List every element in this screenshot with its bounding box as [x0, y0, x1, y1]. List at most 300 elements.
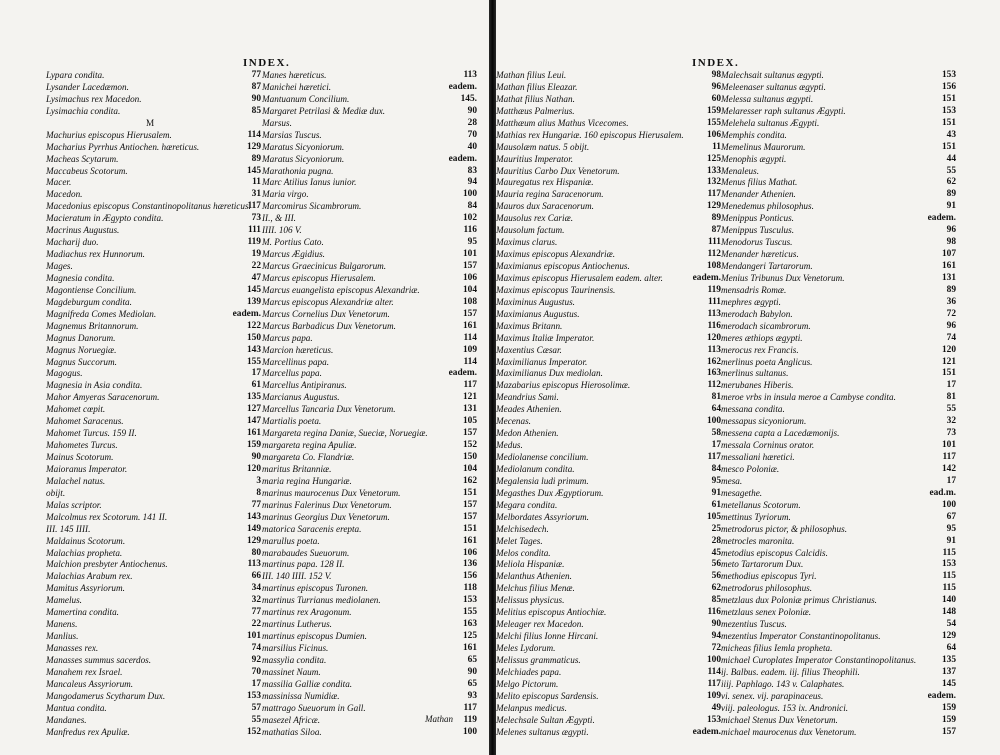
entry-text: Marcus euangelista episcopus Alexandriæ. [262, 284, 420, 295]
entry-page-number: 65 [467, 654, 477, 665]
index-entry [46, 452, 261, 464]
index-entry [721, 249, 956, 261]
index-entry [496, 166, 721, 178]
entry-page-number: 67 [946, 511, 956, 522]
entry-text: Mamelus. [46, 595, 82, 606]
entry-page-number: 85 [711, 595, 721, 606]
entry-page-number: 120 [706, 332, 721, 343]
index-entry [46, 643, 261, 655]
entry-page-number: 90 [467, 666, 477, 677]
index-entry [46, 583, 261, 595]
entry-page-number: 90 [467, 105, 477, 116]
right-page [496, 0, 1000, 755]
entry-page-number: 153 [941, 105, 956, 116]
index-entry [46, 225, 261, 237]
entry-text: Maximianus Augustus. [496, 308, 580, 319]
index-entry [721, 631, 956, 643]
entry-text: II., & III. [262, 213, 296, 224]
index-entry [46, 619, 261, 631]
entry-text: Macedon. [46, 189, 83, 200]
entry-page-number: 105 [706, 511, 721, 522]
index-entry [496, 142, 721, 154]
entry-page-number: 106 [462, 547, 477, 558]
index-entry [721, 488, 956, 500]
entry-text: Manasses summus sacerdos. [46, 654, 152, 665]
entry-page-number: 106 [706, 129, 721, 140]
entry-text: Marsus. [262, 117, 292, 128]
index-entry [496, 285, 721, 297]
entry-text: Macieratum in Ægypto condita. [46, 213, 164, 224]
entry-page-number: 91 [946, 201, 956, 212]
index-entry [262, 440, 477, 452]
index-entry [46, 273, 261, 285]
entry-text: Memphis condita. [721, 129, 787, 140]
entry-text: Lysimachus rex Macedon. [46, 93, 142, 104]
index-entry [262, 571, 477, 583]
index-entry [46, 727, 261, 739]
entry-text: Manahem rex Israel. [46, 666, 123, 677]
index-entry [496, 404, 721, 416]
entry-page-number: 151 [941, 93, 956, 104]
entry-page-number: 91 [711, 487, 721, 498]
index-entry [262, 189, 477, 201]
index-entry [46, 404, 261, 416]
entry-page-number: 102 [462, 213, 477, 224]
entry-page-number: 85 [251, 105, 261, 116]
index-entry [496, 249, 721, 261]
entry-page-number: 108 [706, 261, 721, 271]
entry-text: Maximus clarus. [496, 237, 558, 248]
index-entry [721, 452, 956, 464]
entry-text: martinus episcopus Turonen. [262, 583, 369, 594]
entry-text: Mauritius Imperator. [496, 153, 574, 164]
entry-page-number: 62 [946, 177, 956, 188]
entry-page-number: 155 [246, 356, 261, 367]
entry-page-number: 89 [946, 284, 956, 295]
entry-page-number: eadem. [692, 726, 721, 737]
index-entry [46, 631, 261, 643]
entry-text: metodius episcopus Calcidis. [721, 547, 828, 558]
entry-page-number: 81 [711, 392, 721, 403]
entry-text: Melchisedech. [496, 523, 549, 534]
entry-text: Mahomet Turcus. 159 II. [46, 428, 137, 439]
entry-page-number: 135 [246, 392, 261, 403]
index-entry [496, 106, 721, 118]
index-entry [46, 488, 261, 500]
index-column-1 [46, 70, 261, 739]
entry-text: Macharius Pyrrhus Antiochen. hæreticus. [46, 141, 200, 152]
entry-text: Magdeburgum condita. [46, 296, 132, 307]
index-entry [721, 333, 956, 345]
entry-text: Magnesia in Asia condita. [46, 380, 143, 391]
entry-page-number: 150 [462, 452, 477, 462]
index-entry [721, 607, 956, 619]
entry-text: Margaret Petrilasi & Mediæ dux. [262, 105, 386, 116]
entry-page-number: eadem. [927, 213, 956, 224]
index-entry [262, 583, 477, 595]
entry-page-number: 17 [251, 368, 261, 379]
entry-text: Mausolus rex Cariæ. [496, 213, 573, 224]
entry-text: maritus Britanniæ. [262, 463, 332, 474]
index-entry [496, 273, 721, 285]
entry-text: marinus Falerinus Dux Venetorum. [262, 499, 392, 510]
entry-text: mathatias Siloa. [262, 726, 322, 737]
entry-page-number: 17 [946, 380, 956, 391]
entry-page-number: 104 [462, 284, 477, 295]
entry-text: Menus filius Mathat. [721, 177, 798, 188]
entry-text: Mauria regina Saracenorum. [496, 189, 604, 200]
index-entry [262, 464, 477, 476]
index-entry [46, 380, 261, 392]
entry-text: Memelinus Maurorum. [721, 141, 806, 152]
index-entry [496, 333, 721, 345]
entry-page-number: 149 [246, 523, 261, 534]
index-entry [46, 249, 261, 261]
entry-text: Maximus Italiæ Imperator. [496, 332, 595, 343]
entry-page-number: 84 [711, 463, 721, 474]
entry-text: III. 140 IIII. 152 V. [262, 571, 332, 582]
entry-text: merodach sicambrorum. [721, 320, 811, 331]
entry-page-number: 74 [946, 332, 956, 343]
index-entry [262, 548, 477, 560]
index-entry [496, 416, 721, 428]
entry-text: Meleenaser sultanus ægypti. [721, 81, 826, 92]
entry-text: Malachel natus. [46, 475, 106, 486]
entry-text: michael Stenus Dux Venetorum. [721, 714, 838, 725]
index-entry [721, 595, 956, 607]
entry-page-number: 66 [251, 571, 261, 582]
index-entry [262, 285, 477, 297]
entry-page-number: 153 [941, 70, 956, 80]
entry-text: Maccabeus Scotorum. [46, 165, 128, 176]
entry-text: iiij. Paphlago. 143 v. Calaphates. [721, 678, 845, 689]
entry-page-number: 117 [707, 678, 721, 689]
index-entry [721, 380, 956, 392]
index-entry [721, 345, 956, 357]
entry-text: Marathonia pugna. [262, 165, 334, 176]
entry-text: meroe vrbs in insula meroe a Cambyse condita. [721, 392, 896, 403]
index-entry [721, 166, 956, 178]
entry-text: Melos condita. [496, 547, 551, 558]
index-entry [496, 225, 721, 237]
index-entry [721, 500, 956, 512]
index-entry [262, 452, 477, 464]
entry-text: Marcus papa. [262, 332, 313, 343]
index-entry [262, 524, 477, 536]
entry-page-number: 155 [462, 607, 477, 618]
entry-text: martinus rex Aragonum. [262, 607, 352, 618]
entry-page-number: 153 [462, 595, 477, 606]
catchword: Mathan [425, 714, 453, 724]
entry-page-number: 101 [462, 249, 477, 260]
index-entry [46, 392, 261, 404]
index-entry [721, 619, 956, 631]
entry-text: Magogus. [46, 368, 83, 379]
entry-text: marinus maurocenus Dux Venetorum. [262, 487, 401, 498]
index-entry [46, 154, 261, 166]
entry-text: merubanes Hiberis. [721, 380, 794, 391]
entry-page-number: 156 [462, 571, 477, 582]
entry-text: Maximianus episcopus Antiochenus. [496, 261, 630, 271]
entry-page-number: 115 [942, 583, 956, 594]
entry-page-number: 119 [707, 284, 721, 295]
entry-page-number: 101 [941, 440, 956, 451]
entry-page-number: 98 [946, 237, 956, 248]
entry-text: massinissa Numidiæ. [262, 690, 340, 701]
index-entry [262, 166, 477, 178]
entry-page-number: 118 [463, 583, 477, 594]
entry-page-number: 117 [463, 380, 477, 391]
entry-text: Meandrius Sami. [496, 392, 559, 403]
entry-page-number: 84 [467, 201, 477, 212]
index-entry [721, 715, 956, 727]
index-entry [496, 559, 721, 571]
index-entry [46, 130, 261, 142]
entry-text: Marcus Barbadicus Dux Venetorum. [262, 320, 396, 331]
index-entry [721, 571, 956, 583]
entry-page-number: 93 [467, 690, 477, 701]
entry-page-number: 70 [467, 129, 477, 140]
entry-text: Mandanes. [46, 714, 87, 725]
entry-page-number: 60 [711, 93, 721, 104]
entry-text: Mathan filius Leui. [496, 70, 567, 80]
entry-page-number: 107 [941, 249, 956, 260]
page-header: INDEX. [692, 57, 740, 69]
entry-text: meres æthiops ægypti. [721, 332, 803, 343]
entry-text: Mamitus Assyriorum. [46, 583, 125, 594]
entry-page-number: 77 [251, 70, 261, 80]
entry-text: Melessa sultanus ægypti. [721, 93, 814, 104]
entry-text: Maximilianus Imperator. [496, 356, 588, 367]
left-page [0, 0, 489, 755]
entry-text: mettinus Tyriorum. [721, 511, 791, 522]
entry-page-number: 148 [941, 607, 956, 618]
entry-page-number: 119 [247, 237, 261, 248]
entry-page-number: 104 [462, 463, 477, 474]
entry-page-number: 120 [941, 344, 956, 355]
index-entry [46, 440, 261, 452]
entry-text: Marcellus Tancaria Dux Venetorum. [262, 404, 396, 415]
entry-page-number: 83 [467, 165, 477, 176]
entry-page-number: 116 [463, 225, 477, 236]
entry-page-number: 129 [246, 535, 261, 546]
index-entry [262, 476, 477, 488]
index-entry [496, 643, 721, 655]
index-entry [46, 213, 261, 225]
index-entry [721, 106, 956, 118]
index-entry [721, 273, 956, 285]
entry-page-number: 96 [711, 81, 721, 92]
entry-text: marsilius Ficinus. [262, 643, 329, 653]
entry-text: Menippus Tusculus. [721, 225, 794, 236]
entry-text: Maldainus Scotorum. [46, 535, 126, 546]
entry-text: maria regina Hungariæ. [262, 475, 352, 486]
entry-text: merlinus poeta Anglicus. [721, 356, 813, 367]
index-entry [721, 428, 956, 440]
entry-text: viij. paleologus. 153 ix. Andronici. [721, 702, 849, 713]
entry-page-number: 19 [251, 249, 261, 260]
index-entry [46, 106, 261, 118]
entry-page-number: 95 [467, 237, 477, 248]
entry-page-number: 101 [246, 631, 261, 642]
index-entry [46, 416, 261, 428]
entry-page-number: 159 [706, 105, 721, 116]
entry-text: Macedonius episcopus Constantinopolitanus hæreticus. [46, 201, 251, 212]
index-entry [496, 237, 721, 249]
entry-page-number: 150 [246, 332, 261, 343]
entry-page-number: eadem. [927, 690, 956, 701]
entry-page-number: 72 [946, 308, 956, 319]
entry-page-number: 121 [462, 392, 477, 403]
entry-text: Mecenas. [496, 416, 531, 427]
entry-page-number: 157 [462, 428, 477, 439]
entry-page-number: 28 [711, 535, 721, 546]
entry-text: Manasses rex. [46, 643, 99, 653]
entry-page-number: 145 [246, 165, 261, 176]
index-entry [496, 715, 721, 727]
entry-text: Malcolmus rex Scotorum. 141 II. [46, 511, 168, 522]
entry-text: metzlaus senex Poloniæ. [721, 607, 812, 618]
entry-text: Marcus Cornelius Dux Venetorum. [262, 308, 390, 319]
entry-text: Malachias propheta. [46, 547, 123, 558]
entry-text: ij. Balbus. eadem. iij. filius Theophili. [721, 666, 860, 677]
entry-page-number: eadem. [448, 81, 477, 92]
index-entry [721, 94, 956, 106]
entry-text: mensadris Romæ. [721, 284, 787, 295]
entry-page-number: 157 [941, 726, 956, 737]
entry-text: Melchus filius Menæ. [496, 583, 575, 594]
entry-page-number: 65 [467, 678, 477, 689]
index-entry [721, 476, 956, 488]
index-entry [721, 440, 956, 452]
entry-page-number: 161 [462, 320, 477, 331]
index-entry [46, 357, 261, 369]
index-entry [721, 201, 956, 213]
entry-page-number: 157 [462, 511, 477, 522]
entry-text: micheas filius Iemla propheta. [721, 643, 833, 653]
entry-text: Malas scriptor. [46, 499, 102, 510]
index-entry [46, 118, 261, 130]
entry-page-number: 139 [246, 296, 261, 307]
entry-page-number: 115 [942, 571, 956, 582]
entry-text: Macharij duo. [46, 237, 99, 248]
entry-page-number: 114 [707, 666, 721, 677]
index-entry [496, 213, 721, 225]
entry-text: Maioranus Imperator. [46, 463, 128, 474]
index-entry [46, 82, 261, 94]
index-entry [262, 559, 477, 571]
index-entry [496, 619, 721, 631]
index-column-2 [262, 70, 477, 739]
index-entry [721, 261, 956, 273]
index-entry [496, 595, 721, 607]
entry-page-number: 94 [711, 631, 721, 642]
index-entry [46, 464, 261, 476]
entry-page-number: 127 [246, 404, 261, 415]
entry-page-number: 151 [941, 117, 956, 128]
index-entry [496, 679, 721, 691]
entry-text: obijt. [46, 487, 66, 498]
index-entry [262, 333, 477, 345]
entry-page-number: 129 [246, 141, 261, 152]
entry-text: mezentius Tuscus. [721, 619, 787, 630]
entry-page-number: 157 [462, 499, 477, 510]
entry-text: Macheas Scytarum. [46, 153, 119, 164]
entry-text: methodius episcopus Tyri. [721, 571, 817, 582]
entry-page-number: 87 [711, 225, 721, 236]
entry-text: Maratus Sicyoniorum. [262, 153, 345, 164]
entry-text: Manfredus rex Apuliæ. [46, 726, 130, 737]
entry-page-number: 114 [463, 332, 477, 343]
entry-text: metrodorus pictor, & philosophus. [721, 523, 847, 534]
entry-text: Lysander Lacedæmon. [46, 81, 129, 92]
entry-page-number: 117 [247, 201, 261, 212]
index-entry [496, 201, 721, 213]
index-entry [262, 679, 477, 691]
entry-page-number: 113 [463, 70, 477, 80]
entry-page-number: 55 [946, 404, 956, 415]
entry-page-number: 45 [711, 547, 721, 558]
index-entry [46, 548, 261, 560]
index-entry [721, 416, 956, 428]
entry-page-number: 94 [467, 177, 477, 188]
index-entry [721, 512, 956, 524]
entry-page-number: 131 [462, 404, 477, 415]
entry-text: Melenes sultanus ægypti. [496, 726, 589, 737]
entry-page-number: 161 [941, 261, 956, 271]
index-entry [46, 297, 261, 309]
entry-text: Maximinus Augustus. [496, 296, 575, 307]
index-entry [496, 607, 721, 619]
index-entry [496, 118, 721, 130]
entry-page-number: 90 [251, 93, 261, 104]
entry-page-number: 157 [462, 261, 477, 271]
index-entry [262, 691, 477, 703]
entry-page-number: 87 [251, 81, 261, 92]
entry-page-number: 151 [941, 368, 956, 379]
entry-page-number: 125 [706, 153, 721, 164]
entry-page-number: 117 [707, 452, 721, 462]
entry-page-number: 153 [941, 559, 956, 570]
entry-text: Malchion presbyter Antiochenus. [46, 559, 168, 570]
index-entry [496, 452, 721, 464]
entry-page-number: 163 [706, 368, 721, 379]
entry-text: Menodorus Tuscus. [721, 237, 793, 248]
entry-page-number: 100 [706, 654, 721, 665]
entry-text: Mahomet cœpit. [46, 404, 106, 415]
entry-page-number: 145 [246, 284, 261, 295]
entry-page-number: 112 [707, 380, 721, 391]
entry-text: Mantuanum Concilium. [262, 93, 350, 104]
entry-text: Medon Athenien. [496, 428, 559, 439]
index-entry [262, 297, 477, 309]
entry-page-number: 81 [946, 392, 956, 403]
index-entry [721, 142, 956, 154]
index-entry [262, 727, 477, 739]
entry-text: Marsias Tuscus. [262, 129, 322, 140]
entry-page-number: 143 [246, 511, 261, 522]
entry-page-number: 161 [462, 535, 477, 546]
entry-text: mattrago Sueuorum in Gall. [262, 702, 366, 713]
entry-page-number: 117 [707, 189, 721, 200]
entry-text: Matthæum alius Mathus Vicecomes. [496, 117, 629, 128]
entry-text: Mathat filius Nathan. [496, 93, 575, 104]
index-entry [262, 249, 477, 261]
index-entry [721, 536, 956, 548]
index-entry [262, 643, 477, 655]
entry-text: Meles Lydorum. [496, 643, 556, 653]
entry-text: Maxentius Cæsar. [496, 344, 562, 355]
